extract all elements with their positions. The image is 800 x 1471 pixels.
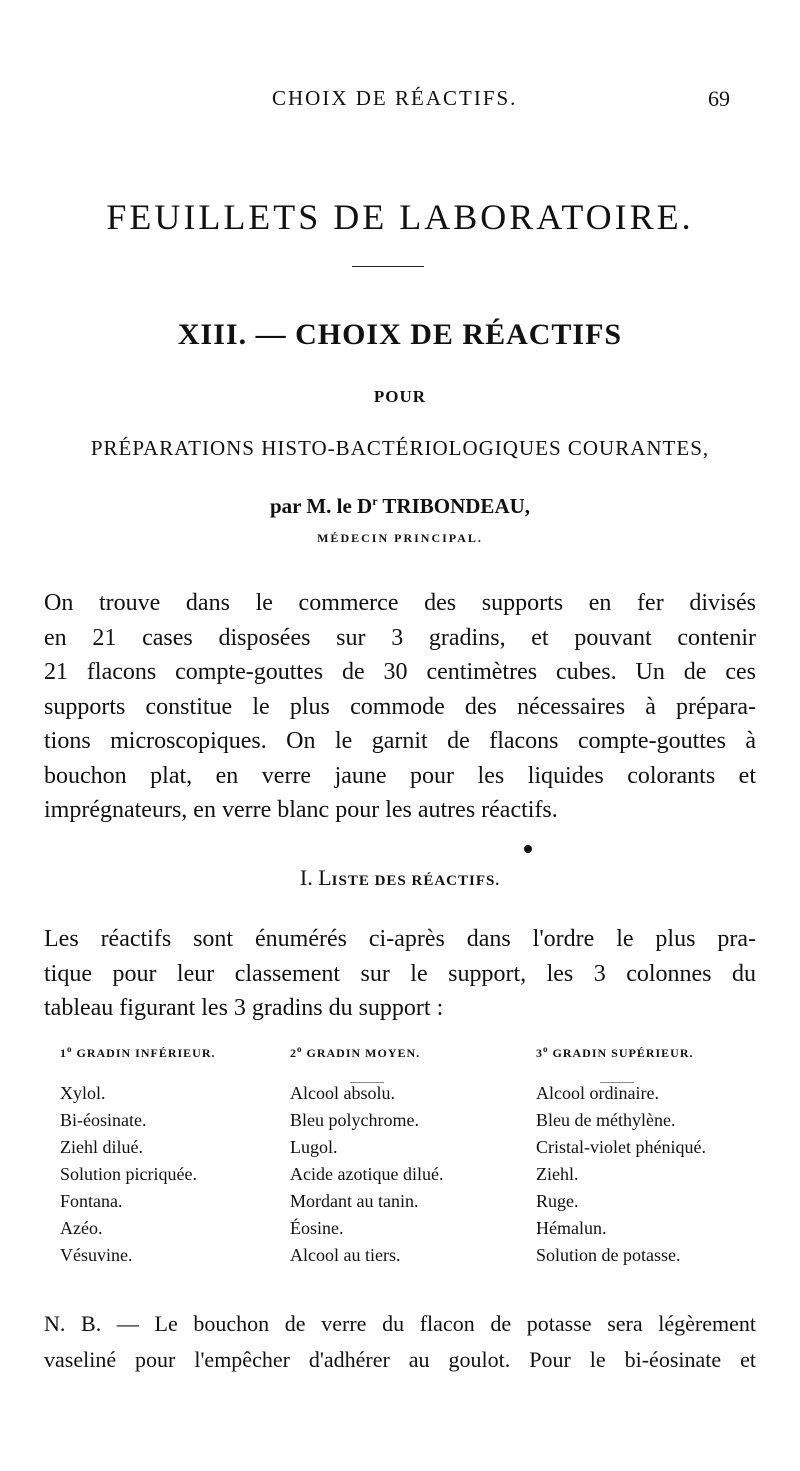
liste-heading-number: I. L [299, 865, 332, 890]
column-header-text: GRADIN MOYEN. [302, 1046, 421, 1060]
column-rule [350, 1082, 384, 1083]
column-number-sup: o [67, 1044, 73, 1054]
note-paragraph [44, 1306, 756, 1378]
paragraph-line: bouchon plat, en verre jaune pour les liquides colorants et [44, 762, 756, 789]
table-cell: Vésuvine. [60, 1245, 133, 1265]
section-title: XIII. — CHOIX DE RÉACTIFS [177, 318, 623, 351]
paragraph-line: supports constitue le plus commode des nécessaires à prépara- [44, 693, 756, 720]
table-cell: Bleu polychrome. [290, 1110, 419, 1130]
column-header-text: GRADIN SUPÉRIEUR. [548, 1046, 694, 1060]
ink-dot [524, 845, 532, 853]
intro-paragraph [44, 586, 756, 828]
paragraph-line: tique pour leur classement sur le support, les 3 colonnes du [44, 960, 756, 987]
column-number: 2 [290, 1046, 297, 1060]
table-cell: Ziehl. [536, 1164, 579, 1184]
column-number-sup: o [297, 1044, 303, 1054]
paragraph-line: tableau figurant les 3 gradins du support : [44, 995, 444, 1021]
liste-heading-text: ISTE DES RÉACTIFS. [331, 873, 501, 889]
author-prefix: par M. le D [269, 494, 373, 518]
section-subtitle: PRÉPARATIONS HISTO-BACTÉRIOLOGIQUES COURANTES, [90, 436, 710, 460]
column-header [60, 1044, 216, 1080]
paragraph-line: N. B. — Le bouchon de verre du flacon de potasse sera légèrement [44, 1311, 756, 1336]
column-header [290, 1044, 443, 1080]
table-cell: Alcool au tiers. [290, 1245, 401, 1265]
table-cell: Fontana. [60, 1191, 123, 1211]
table-cell: Ziehl dilué. [60, 1137, 143, 1157]
table-cell: Azéo. [60, 1218, 103, 1238]
running-head-title: CHOIX DE RÉACTIFS. [272, 86, 518, 110]
author-sup: r [372, 494, 378, 508]
column-number-sup: o [543, 1044, 549, 1054]
section-pour: POUR [373, 387, 427, 406]
table-cell: Bi-éosinate. [60, 1110, 147, 1130]
table-cell: Cristal-violet phéniqué. [536, 1137, 706, 1157]
table-cell: Lugol. [290, 1137, 338, 1157]
table-cell: Acide azotique dilué. [290, 1164, 444, 1184]
paragraph-line: imprégnateurs, en verre blanc pour les autres réactifs. [44, 797, 558, 823]
table-column-superieur [536, 1044, 706, 1269]
paragraph-line: en 21 cases disposées sur 3 gradins, et pouvant contenir [44, 624, 756, 651]
column-header [536, 1044, 706, 1080]
page-number: 69 [708, 86, 730, 111]
liste-paragraph [44, 922, 756, 1026]
paragraph-line: vaseliné pour l'empêcher d'adhérer au goulot. Pour le bi-éosinate et [44, 1347, 756, 1372]
reagent-table [0, 1044, 800, 1284]
table-cell: Alcool ordinaire. [536, 1083, 659, 1103]
author-name: TRIBONDEAU, [377, 494, 531, 518]
column-number: 1 [60, 1046, 67, 1060]
liste-heading [0, 865, 800, 891]
column-header-text: GRADIN INFÉRIEUR. [72, 1046, 216, 1060]
main-title: FEUILLETS DE LABORATOIRE. [106, 197, 694, 237]
table-cell: Hémalun. [536, 1218, 607, 1238]
table-cell: Ruge. [536, 1191, 579, 1211]
table-cell: Alcool absolu. [290, 1083, 395, 1103]
table-cell: Bleu de méthylène. [536, 1110, 676, 1130]
title-rule [352, 266, 424, 267]
table-cell: Solution picriquée. [60, 1164, 197, 1184]
table-column-inferieur [60, 1044, 216, 1269]
table-cell: Solution de potasse. [536, 1245, 681, 1265]
paragraph-line: tions microscopiques. On le garnit de flacons compte-gouttes à [44, 728, 756, 754]
table-cell: Éosine. [290, 1218, 344, 1238]
author-role: MÉDECIN PRINCIPAL. [317, 531, 483, 545]
paragraph-line: Les réactifs sont énumérés ci-après dans l'ordre le plus pra- [44, 926, 756, 952]
running-head [0, 86, 800, 116]
column-number: 3 [536, 1046, 543, 1060]
table-cell: Xylol. [60, 1083, 106, 1103]
author-line [0, 494, 800, 519]
table-cell: Mordant au tanin. [290, 1191, 419, 1211]
paragraph-line: On trouve dans le commerce des supports en fer divisés [44, 590, 756, 616]
column-rule [600, 1082, 634, 1083]
table-column-moyen [290, 1044, 443, 1269]
paragraph-line: 21 flacons compte-gouttes de 30 centimètres cubes. Un de ces [44, 659, 756, 685]
